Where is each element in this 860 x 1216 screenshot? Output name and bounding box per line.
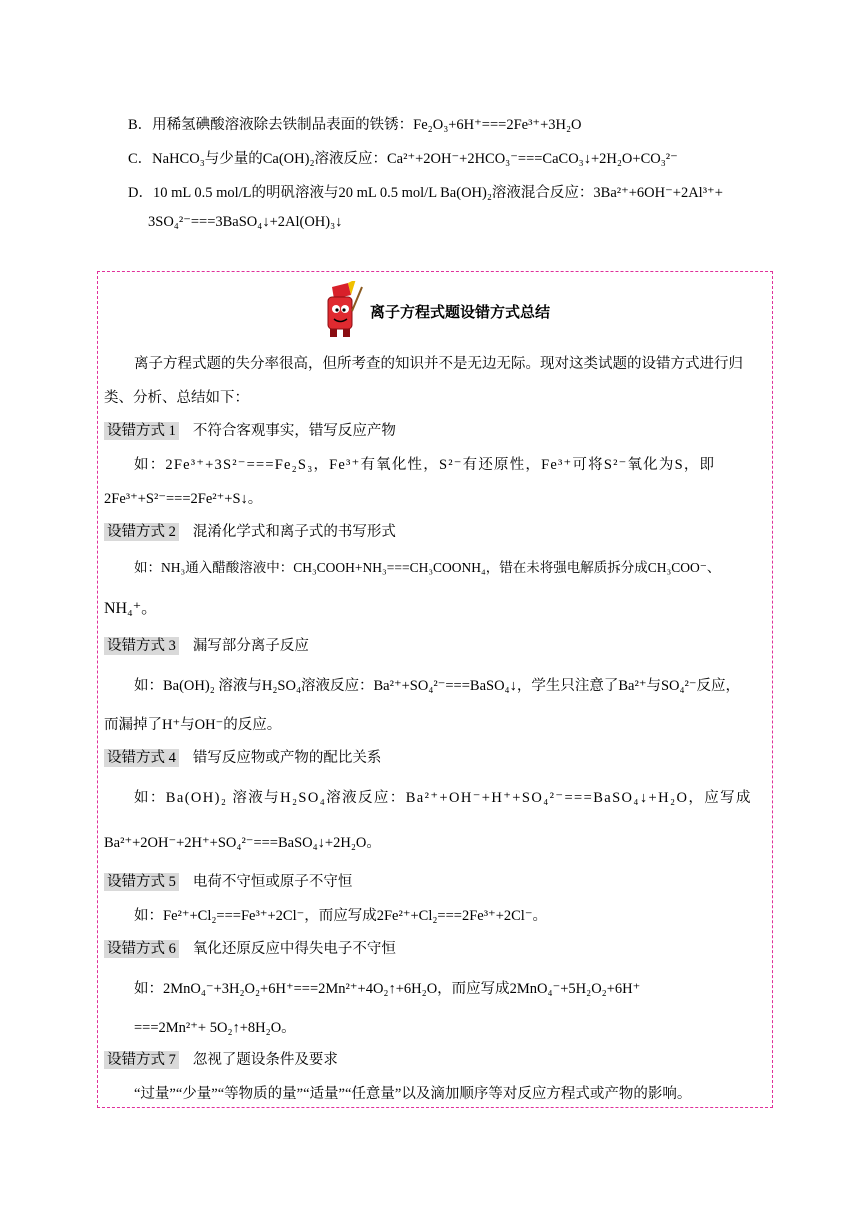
method-heading: 不符合客观事实，错写反应产物 (192, 423, 396, 439)
option-d-line1: D．10 mL 0.5 mol/L的明矾溶液与20 mL 0.5 mol/L Ba(OH)₂溶液混合反应：3Ba²⁺+6OH⁻+2Al³⁺+ (128, 185, 723, 201)
method-tag: 设错方式 4 (104, 749, 179, 767)
intro-line2: 类、分析、总结如下： (104, 390, 249, 406)
method-5-heading-row (104, 870, 352, 891)
method-tag: 设错方式 3 (104, 637, 179, 655)
method-heading: 电荷不守恒或原子不守恒 (192, 874, 353, 890)
method-6-line1: 如：2MnO₄⁻+3H₂O₂+6H⁺===2Mn²⁺+4O₂↑+6H₂O，而应写成2MnO₄⁻+5H₂O₂+6H⁺ (134, 981, 641, 997)
method-1-line2: 2Fe³⁺+S²⁻===2Fe²⁺+S↓。 (104, 491, 263, 507)
method-1-heading-row (104, 419, 396, 440)
method-6-heading-row (104, 937, 396, 958)
method-2-heading-row (104, 520, 396, 541)
pencil-mascot-icon (318, 281, 364, 339)
method-tag: 设错方式 1 (104, 422, 179, 440)
method-4-heading-row (104, 746, 381, 767)
method-7-heading-row (104, 1048, 338, 1069)
method-1-line1: 如：2Fe³⁺+3S²⁻===Fe₂S₃，Fe³⁺有氧化性，S²⁻有还原性，Fe³⁺可将S²⁻氧化为S，即 (134, 457, 716, 473)
method-heading: 混淆化学式和离子式的书写形式 (192, 524, 396, 540)
option-c: C．NaHCO₃与少量的Ca(OH)₂溶液反应：Ca²⁺+2OH⁻+2HCO₃⁻===CaCO₃↓+2H₂O+CO₃²⁻ (128, 151, 678, 167)
option-b: B．用稀氢碘酸溶液除去铁制品表面的铁锈：Fe₂O₃+6H⁺===2Fe³⁺+3H₂O (128, 117, 582, 133)
method-heading: 忽视了题设条件及要求 (192, 1052, 338, 1068)
method-tag: 设错方式 6 (104, 940, 179, 958)
method-5-line1: 如：Fe²⁺+Cl₂===Fe³⁺+2Cl⁻，而应写成2Fe²⁺+Cl₂===2Fe³⁺+2Cl⁻。 (134, 908, 547, 924)
method-4-line2: Ba²⁺+2OH⁻+2H⁺+SO₄²⁻===BaSO₄↓+2H₂O。 (104, 835, 381, 851)
method-2-line2: NH₄⁺。 (104, 600, 158, 617)
method-3-heading-row (104, 634, 309, 655)
method-heading: 错写反应物或产物的配比关系 (192, 750, 382, 766)
method-3-line1: 如：Ba(OH)₂ 溶液与H₂SO₄溶液反应：Ba²⁺+SO₄²⁻===BaSO₄↓，学生只注意了Ba²⁺与SO₄²⁻反应， (134, 678, 741, 694)
option-d-line2: 3SO₄²⁻===3BaSO₄↓+2Al(OH)₃↓ (148, 214, 343, 230)
method-heading: 氧化还原反应中得失电子不守恒 (192, 941, 396, 957)
intro-line1: 离子方程式题的失分率很高，但所考查的知识并不是无边无际。现对这类试题的设错方式进行归 (134, 356, 743, 372)
method-tag: 设错方式 5 (104, 873, 179, 891)
method-heading: 漏写部分离子反应 (192, 638, 309, 654)
method-4-line1: 如：Ba(OH)₂ 溶液与H₂SO₄溶液反应：Ba²⁺+OH⁻+H⁺+SO₄²⁻===BaSO₄↓+H₂O，应写成 (134, 790, 752, 806)
method-3-line2: 而漏掉了H⁺与OH⁻的反应。 (104, 717, 282, 733)
method-2-line1: 如：NH₃通入醋酸溶液中：CH₃COOH+NH₃===CH₃COONH₄，错在未将强电解质拆分成CH₃COO⁻、 (134, 560, 721, 575)
method-tag: 设错方式 2 (104, 523, 179, 541)
summary-title: 离子方程式题设错方式总结 (370, 303, 551, 321)
method-tag: 设错方式 7 (104, 1051, 179, 1069)
method-7-line1: “过量”“少量”“等物质的量”“适量”“任意量”以及滴加顺序等对反应方程式或产物的影响。 (134, 1086, 692, 1102)
method-6-line2: ===2Mn²⁺+ 5O₂↑+8H₂O。 (134, 1020, 296, 1036)
